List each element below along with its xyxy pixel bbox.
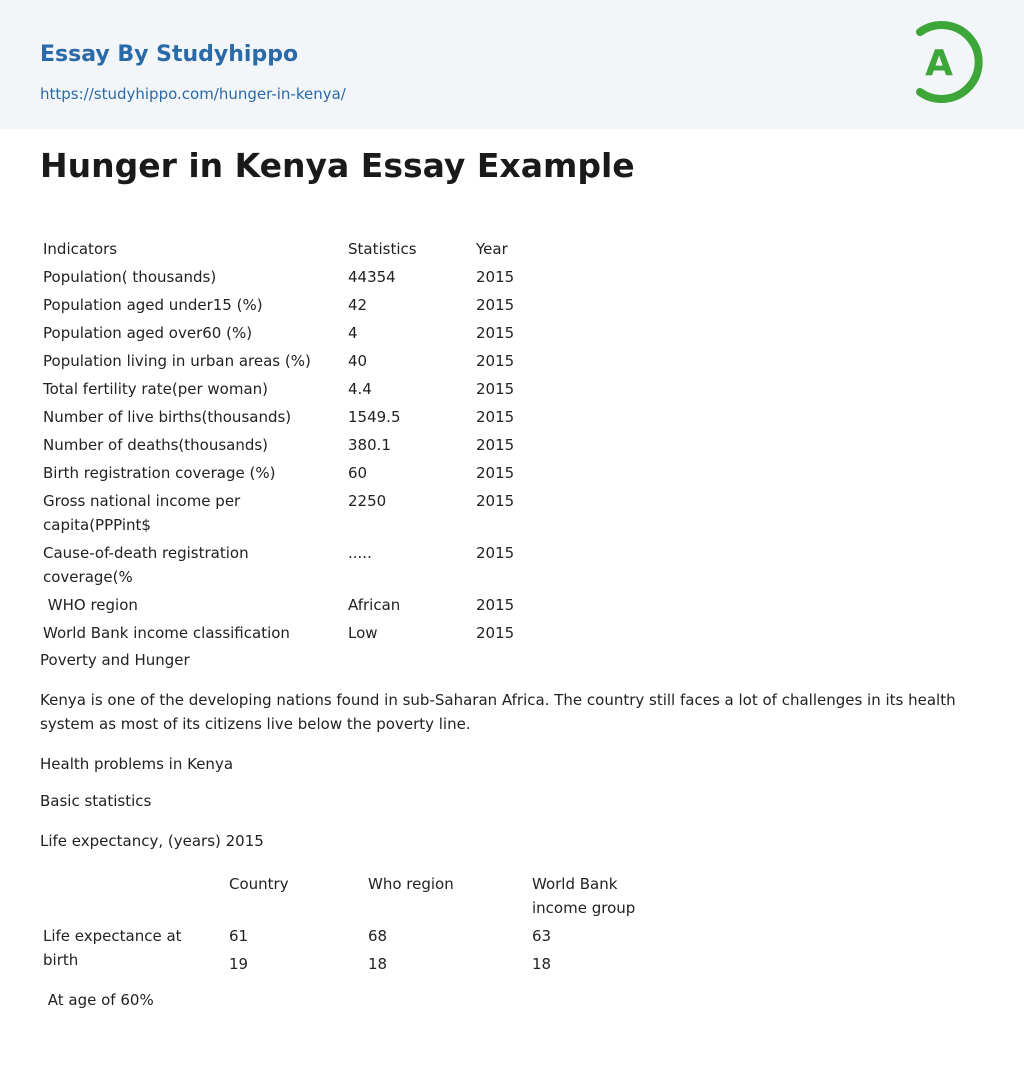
year-cell: 2015	[476, 324, 515, 342]
life-expectancy-caption: Life expectancy, (years) 2015	[40, 832, 264, 850]
indicator-cell: Birth registration coverage (%)	[43, 464, 276, 482]
table-cell: 19	[229, 955, 249, 973]
page-title: Hunger in Kenya Essay Example	[40, 146, 635, 185]
page-url-link[interactable]: https://studyhippo.com/hunger-in-kenya/	[40, 85, 346, 103]
year-cell: 2015	[476, 596, 515, 614]
studyhippo-logo-icon[interactable]	[908, 18, 988, 106]
indicator-cell: Number of deaths(thousands)	[43, 436, 269, 454]
indicator-cell: WHO region	[43, 596, 138, 614]
table-cell: 68	[368, 927, 388, 945]
health-heading: Health problems in Kenya	[40, 755, 234, 773]
logo-letter: A	[925, 43, 953, 84]
brand-title[interactable]: Essay By Studyhippo	[40, 42, 299, 67]
poverty-heading: Poverty and Hunger	[40, 651, 190, 669]
statistic-cell: 1549.5	[348, 408, 401, 426]
indicator-cell: Total fertility rate(per woman)	[43, 380, 268, 398]
row-label-age-60: At age of 60%	[43, 991, 154, 1009]
table-header-income-group: World Bank income group	[532, 875, 636, 917]
table-cell: 63	[532, 927, 552, 945]
year-cell: 2015	[476, 492, 515, 510]
indicator-cell: Number of live births(thousands)	[43, 408, 292, 426]
basic-statistics-label: Basic statistics	[40, 792, 152, 810]
year-cell: 2015	[476, 464, 515, 482]
statistic-cell: 40	[348, 352, 368, 370]
statistic-cell: Low	[348, 624, 378, 642]
year-cell: 2015	[476, 408, 515, 426]
year-cell: 2015	[476, 296, 515, 314]
statistic-cell: 2250	[348, 492, 387, 510]
indicator-cell: Population aged over60 (%)	[43, 324, 253, 342]
table-header-statistics: Statistics	[348, 240, 417, 258]
table-header-country: Country	[229, 875, 289, 893]
statistic-cell: 60	[348, 464, 368, 482]
table-header-indicators: Indicators	[43, 240, 118, 258]
statistic-cell: 380.1	[348, 436, 391, 454]
statistic-cell: .....	[348, 544, 372, 562]
site-header	[0, 0, 1024, 129]
indicator-cell: Population aged under15 (%)	[43, 296, 263, 314]
indicator-cell: Population living in urban areas (%)	[43, 352, 311, 370]
table-cell: 18	[368, 955, 388, 973]
statistic-cell: 4.4	[348, 380, 372, 398]
poverty-paragraph: Kenya is one of the developing nations found in sub-Saharan Africa. The country still faces a lot of challenges in its health system as most of its citizens live below the poverty line.	[40, 691, 956, 733]
year-cell: 2015	[476, 544, 515, 562]
table-header-year: Year	[476, 240, 508, 258]
year-cell: 2015	[476, 624, 515, 642]
table-cell: 61	[229, 927, 249, 945]
row-label-life-expectance: Life expectance at birth	[43, 927, 182, 969]
year-cell: 2015	[476, 352, 515, 370]
statistic-cell: 44354	[348, 268, 396, 286]
year-cell: 2015	[476, 436, 515, 454]
indicator-cell: World Bank income classification	[43, 624, 290, 642]
statistic-cell: African	[348, 596, 401, 614]
statistic-cell: 42	[348, 296, 368, 314]
table-cell: 18	[532, 955, 552, 973]
indicator-cell: Cause-of-death registration coverage(%	[43, 544, 249, 586]
indicator-cell: Gross national income per capita(PPPint$	[43, 492, 241, 534]
year-cell: 2015	[476, 380, 515, 398]
table-header-who-region: Who region	[368, 875, 454, 893]
statistic-cell: 4	[348, 324, 358, 342]
year-cell: 2015	[476, 268, 515, 286]
indicator-cell: Population( thousands)	[43, 268, 217, 286]
